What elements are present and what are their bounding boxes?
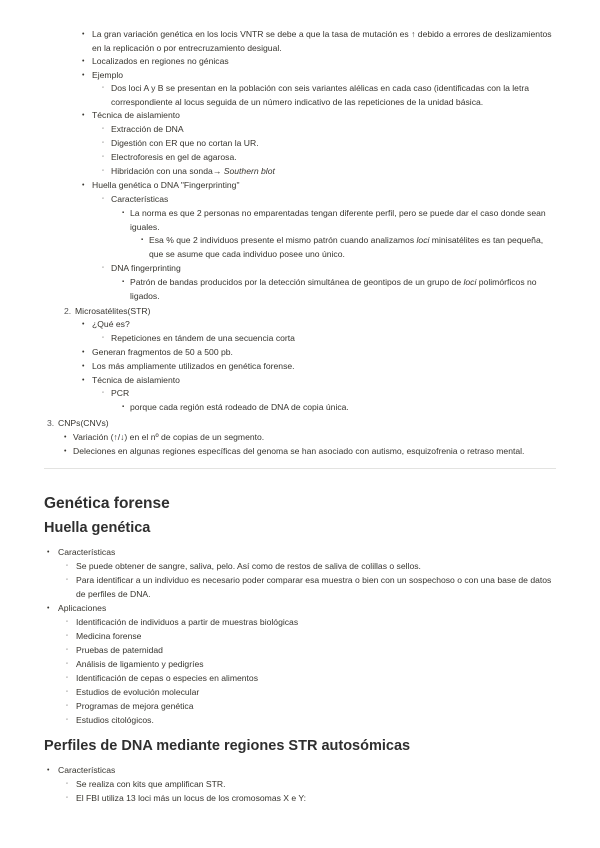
bullet-icon: • [82, 112, 85, 119]
list-item: Se realiza con kits que amplifican STR. [76, 779, 226, 789]
list-item: Dos loci A y B se presentan en la población con seis variantes alélicas en cada caso (identificadas con la letra correspondiente al locus seguida de un número indicativo de las repeticiones de la unidad básica. [111, 83, 529, 107]
list-item-text: Patrón de bandas producidos por la detección simultánea de geontipos de un grupo de [130, 277, 464, 287]
list-item: Pruebas de paternidad [76, 645, 163, 655]
circle-bullet-icon: ◦ [102, 390, 105, 396]
circle-bullet-icon: ◦ [66, 703, 69, 709]
list-item: Características [111, 194, 169, 204]
emphasis-text: Southern blot [223, 166, 275, 176]
list-item: Medicina forense [76, 631, 142, 641]
list-item: Generan fragmentos de 50 a 500 pb. [92, 347, 233, 357]
circle-bullet-icon: ◦ [66, 563, 69, 569]
list-item: Localizados en regiones no génicas [92, 56, 229, 66]
square-bullet-icon: ▪ [122, 279, 125, 285]
circle-bullet-icon: ◦ [102, 140, 105, 146]
list-item: Variación (↑/↓) en el nº de copias de un segmento. [73, 432, 265, 442]
list-item: Electroforesis en gel de agarosa. [111, 152, 237, 162]
emphasis-text: loci [416, 235, 430, 245]
square-bullet-icon: ▪ [122, 210, 125, 216]
circle-bullet-icon: ◦ [102, 154, 105, 160]
bullet-icon: • [64, 448, 67, 455]
list-item: El FBI utiliza 13 loci más un locus de los cromosomas X e Y: [76, 793, 307, 803]
circle-bullet-icon: ◦ [102, 85, 105, 91]
circle-bullet-icon: ◦ [66, 781, 69, 787]
list-item: Huella genética o DNA "Fingerprinting" [92, 180, 240, 190]
circle-bullet-icon: ◦ [66, 577, 69, 583]
list-item: Microsatélites(STR) [75, 306, 151, 316]
bullet-icon: • [47, 549, 50, 556]
circle-bullet-icon: ◦ [102, 126, 105, 132]
list-item: Extracción de DNA [111, 124, 184, 134]
emphasis-text: loci [463, 277, 477, 287]
list-item-text: Esa % que 2 individuos presente el mismo patrón cuando analizamos [149, 235, 417, 245]
circle-bullet-icon: ◦ [102, 265, 105, 271]
square-bullet-icon: ▪ [141, 237, 144, 243]
circle-bullet-icon: ◦ [66, 619, 69, 625]
list-item-text: polimórficos no ligados. [130, 277, 537, 301]
list-item: Características [58, 547, 116, 557]
circle-bullet-icon: ◦ [66, 717, 69, 723]
list-item: Características [58, 765, 116, 775]
circle-bullet-icon: ◦ [66, 795, 69, 801]
circle-bullet-icon: ◦ [66, 661, 69, 667]
list-item: PCR [111, 388, 130, 398]
list-item: Técnica de aislamiento [92, 375, 180, 385]
list-item: Repeticiones en tándem de una secuencia corta [111, 333, 295, 343]
bullet-icon: • [82, 182, 85, 189]
list-item-text: Hibridación con una sonda→ [111, 166, 224, 176]
circle-bullet-icon: ◦ [66, 647, 69, 653]
bullet-icon: • [82, 363, 85, 370]
list-item: La gran variación genética en los locis VNTR se debe a que la tasa de mutación es ↑ debido a errores de deslizamientos en la replicación o por entrecruzamiento desigual. [92, 29, 552, 53]
circle-bullet-icon: ◦ [66, 633, 69, 639]
list-item: Los más ampliamente utilizados en genética forense. [92, 361, 295, 371]
bullet-icon: • [64, 434, 67, 441]
list-item: CNPs(CNVs) [58, 418, 109, 428]
list-item: DNA fingerprinting [111, 263, 181, 273]
bullet-icon: • [82, 72, 85, 79]
list-item: Se puede obtener de sangre, saliva, pelo. Así como de restos de saliva de colillas o sellos. [76, 561, 421, 571]
list-item: porque cada región está rodeado de DNA de copia única. [130, 402, 349, 412]
list-number: 3. [47, 418, 55, 428]
list-item: Identificación de individuos a partir de muestras biológicas [76, 617, 299, 627]
list-item: Técnica de aislamiento [92, 110, 180, 120]
list-item: Estudios de evolución molecular [76, 687, 200, 697]
circle-bullet-icon: ◦ [102, 196, 105, 202]
list-item: Estudios citológicos. [76, 715, 154, 725]
divider [44, 468, 556, 469]
list-item [149, 234, 551, 261]
page-title: Genética forense [44, 495, 170, 512]
list-item: La norma es que 2 personas no emparentadas tengan diferente perfil, pero se puede dar el caso donde sean iguales. [130, 208, 546, 232]
section-heading: Huella genética [44, 520, 151, 536]
circle-bullet-icon: ◦ [102, 335, 105, 341]
list-item [130, 276, 542, 303]
list-item-text: minisatélites es tan pequeña, que se asume que cada individuo posee uno único. [149, 235, 544, 259]
bullet-icon: • [47, 767, 50, 774]
list-item: ¿Qué es? [92, 319, 130, 329]
list-item: Identificación de cepas o especies en alimentos [76, 673, 259, 683]
circle-bullet-icon: ◦ [66, 689, 69, 695]
square-bullet-icon: ▪ [122, 404, 125, 410]
bullet-icon: • [82, 321, 85, 328]
bullet-icon: • [82, 377, 85, 384]
list-item: Aplicaciones [58, 603, 107, 613]
list-item: Programas de mejora genética [76, 701, 194, 711]
circle-bullet-icon: ◦ [102, 168, 105, 174]
list-item: Análisis de ligamiento y pedigríes [76, 659, 204, 669]
list-item: Para identificar a un individuo es necesario poder comparar esa muestra o bien con un sospechoso o con una base de datos de perfiles de DNA. [76, 575, 552, 599]
list-item [111, 165, 275, 179]
list-item: Digestión con ER que no cortan la UR. [111, 138, 259, 148]
circle-bullet-icon: ◦ [66, 675, 69, 681]
bullet-icon: • [82, 58, 85, 65]
list-number: 2. [64, 306, 72, 316]
section-heading: Perfiles de DNA mediante regiones STR autosómicas [44, 738, 411, 754]
bullet-icon: • [82, 349, 85, 356]
list-item: Ejemplo [92, 70, 124, 80]
bullet-icon: • [82, 31, 85, 38]
list-item: Deleciones en algunas regiones específicas del genoma se han asociado con autismo, esquizofrenia o retraso mental. [73, 446, 525, 456]
bullet-icon: • [47, 605, 50, 612]
